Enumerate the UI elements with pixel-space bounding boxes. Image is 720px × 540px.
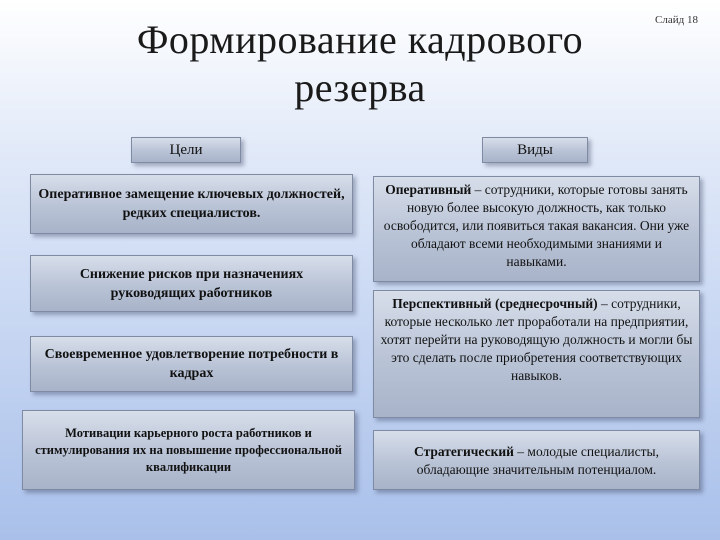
goal-item	[30, 174, 353, 234]
goal-item-text: Оперативное замещение ключевых должностей, редких специалистов.	[38, 187, 345, 221]
goals-header-label: Цели	[169, 141, 203, 158]
types-header-label: Виды	[517, 141, 553, 158]
goals-header	[131, 137, 241, 163]
type-description: – молодые специалисты, обладающие значительным потенциалом.	[416, 444, 659, 477]
type-description: – сотрудники, которые несколько лет проработали на предприятии, хотят перейти на руководящую должность и могли бы это сделать после приобретения соответствующих навыков.	[380, 296, 693, 383]
goal-item	[30, 336, 353, 392]
type-item	[373, 290, 700, 418]
type-term: Перспективный (среднесрочный)	[392, 296, 598, 311]
type-item-content	[380, 443, 693, 479]
type-description: – сотрудники, которые готовы занять новую более высокую должность, как только освободится, или появиться такая вакансия. Они уже обладают всеми необходимыми знаниями и навыками.	[383, 182, 690, 269]
goal-item-text: Снижение рисков при назначениях руководящих работников	[79, 266, 304, 301]
goal-item	[22, 410, 355, 490]
slide-title	[80, 16, 640, 112]
title-line-1: Формирование кадрового	[136, 17, 584, 62]
slide-number: Слайд 18	[655, 14, 698, 26]
goal-item	[30, 255, 353, 312]
type-term: Стратегический	[414, 444, 514, 459]
title-line-2: резерва	[294, 65, 426, 110]
type-item	[373, 430, 700, 490]
types-header	[482, 137, 588, 163]
type-item	[373, 176, 700, 282]
goal-item-text: Своевременное удовлетворение потребности в кадрах	[44, 347, 339, 381]
goal-item-text: Мотивации карьерного роста работников и стимулирования их на повышение профессиональной квалификации	[35, 425, 342, 474]
type-term: Оперативный	[385, 182, 472, 197]
